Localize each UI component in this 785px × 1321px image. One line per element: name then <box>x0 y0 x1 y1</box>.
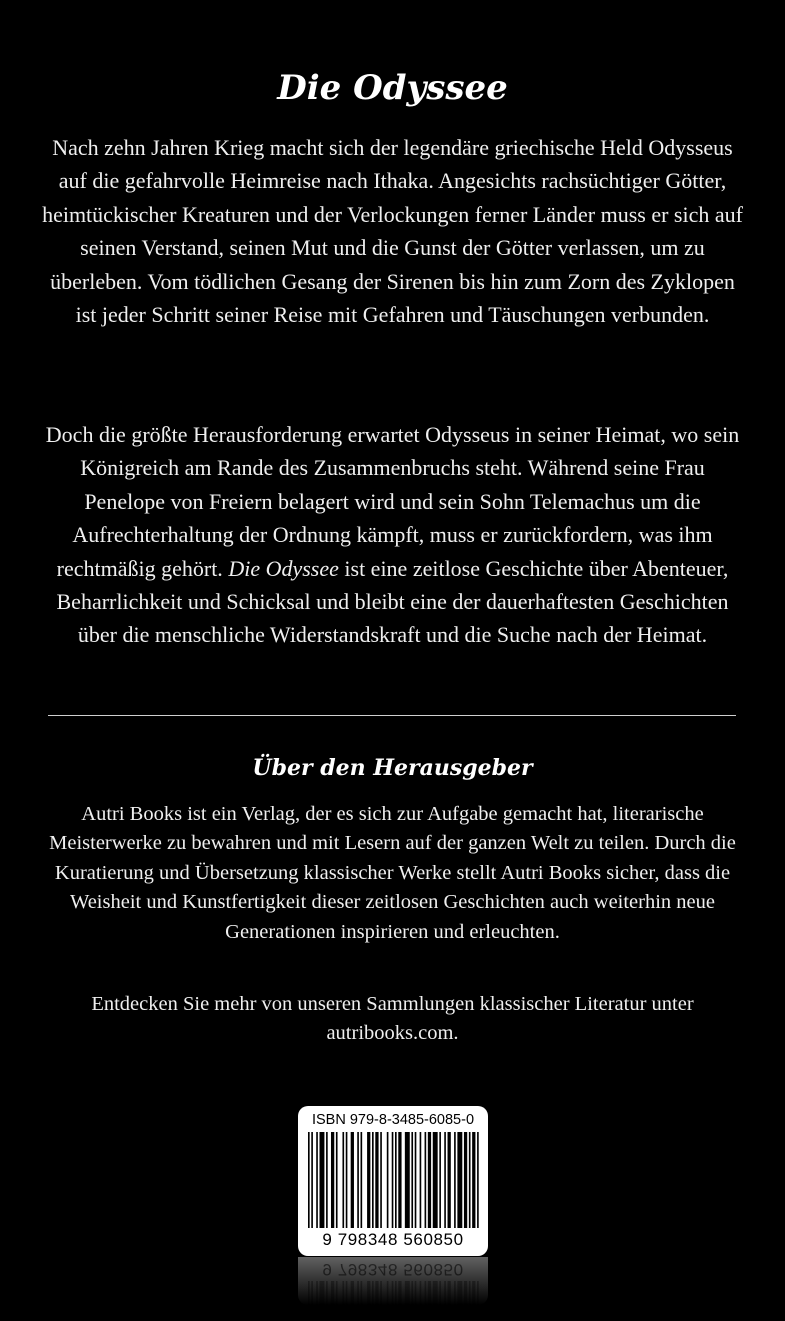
barcode-bar <box>372 1281 374 1305</box>
barcode-bar <box>457 1281 462 1305</box>
barcode-bar <box>326 1281 328 1305</box>
barcode-bar <box>428 1281 431 1305</box>
barcode-bar <box>425 1132 427 1228</box>
barcode-bar <box>425 1281 427 1305</box>
barcode-bar <box>357 1281 359 1305</box>
barcode-bar <box>433 1132 438 1228</box>
barcode-bar <box>405 1132 410 1228</box>
barcode-bar <box>395 1281 397 1305</box>
publisher-paragraph-1: Autri Books ist ein Verlag, der es sich zur Aufgabe gemacht hat, literarische Meisterwerke zu bewahren und mit Lesern auf der ganzen Welt zu teilen. Durch die Kuratierung und Übersetzung klassischer Werke stellt Autri Books sicher, dass die Weisheit und Kunstfertigkeit dieser zeitlosen Geschichten auch weiterhin neue Generationen inspirieren und erleuchten. <box>49 803 736 943</box>
blurb-paragraph-2-start: Doch die größte Herausforderung erwartet Odysseus in seiner Heimat, wo sein Königreich am Rande des Zusammenbruchs steht. Während seine Frau Penelope von Freiern belagert wird und sein Sohn Telemachus um die Aufrechterhaltung der Ordnung kämpft, muss er zurückfordern, was ihm rechtmäßig gehört. <box>45 422 740 581</box>
barcode-bar <box>457 1132 462 1228</box>
barcode-bar <box>454 1132 456 1228</box>
barcode-bar <box>351 1132 354 1228</box>
barcode-bar <box>454 1281 456 1305</box>
barcode-bar <box>316 1281 318 1305</box>
barcode-bar <box>395 1132 397 1228</box>
barcode-bar <box>380 1281 382 1305</box>
barcode-bar <box>342 1281 344 1305</box>
barcode-bar <box>331 1132 334 1228</box>
barcode-bar <box>439 1132 441 1228</box>
barcode-bar <box>375 1281 378 1305</box>
barcode-reflection-bars <box>308 1281 482 1305</box>
barcode-bar <box>367 1281 370 1305</box>
barcode-bar <box>472 1132 475 1228</box>
barcode-bar <box>415 1132 417 1228</box>
section-divider <box>48 715 736 716</box>
barcode-bar <box>351 1281 354 1305</box>
barcode-bar <box>444 1132 446 1228</box>
barcode-digits: 9 798348 560850 <box>322 1230 464 1249</box>
barcode-bar <box>411 1281 413 1305</box>
barcode-bar <box>357 1132 359 1228</box>
barcode-bar <box>361 1281 363 1305</box>
barcode-bar <box>367 1132 370 1228</box>
blurb-paragraph-2 <box>40 418 745 652</box>
barcode-bar <box>336 1132 338 1228</box>
barcode-bar <box>308 1132 310 1228</box>
publisher-paragraph-2: Entdecken Sie mehr von unseren Sammlungen klassischer Literatur unter autribooks.com. <box>91 993 694 1045</box>
barcode-bar <box>319 1281 324 1305</box>
barcode-bar <box>472 1281 475 1305</box>
barcode-bar <box>311 1132 313 1228</box>
barcode-bar <box>415 1281 417 1305</box>
barcode-bar <box>336 1281 338 1305</box>
isbn-label: ISBN 979-8-3485-6085-0 <box>311 1112 475 1128</box>
barcode-bar <box>331 1281 334 1305</box>
barcode-bar <box>420 1132 422 1228</box>
barcode-bar <box>308 1281 310 1305</box>
barcode-bars <box>308 1132 482 1228</box>
barcode-bar <box>428 1132 431 1228</box>
barcode-bar <box>346 1281 348 1305</box>
barcode-bar <box>361 1132 363 1228</box>
barcode-bar <box>387 1132 389 1228</box>
barcode-bar <box>433 1281 438 1305</box>
barcode-bar <box>477 1132 479 1228</box>
barcode-bar <box>448 1281 451 1305</box>
blurb-paragraph-2-end: ist eine zeitlose Geschichte über Abenteuer, Beharrlichkeit und Schicksal und bleibt eine der dauerhaftesten Geschichten über die menschliche Widerstandskraft und die Suche nach der Heimat. <box>56 555 729 648</box>
barcode-bar <box>439 1281 441 1305</box>
book-title: Die Odyssee <box>277 68 508 108</box>
barcode-bar <box>326 1132 328 1228</box>
publisher-heading: Über den Herausgeber <box>252 755 533 781</box>
barcode-bar <box>398 1281 401 1305</box>
barcode-bar <box>477 1281 479 1305</box>
barcode-bar <box>380 1132 382 1228</box>
barcode-bar <box>392 1132 394 1228</box>
barcode-bar <box>392 1281 394 1305</box>
barcode-bar <box>444 1281 446 1305</box>
barcode-bar <box>448 1132 451 1228</box>
barcode-bar <box>464 1132 467 1228</box>
barcode-bar <box>319 1132 324 1228</box>
barcode-bar <box>469 1132 471 1228</box>
barcode-bar <box>405 1281 410 1305</box>
barcode-bar <box>375 1132 378 1228</box>
barcode-bar <box>387 1281 389 1305</box>
isbn-barcode <box>298 1106 488 1256</box>
blurb-book-title: Die Odyssee <box>228 555 339 581</box>
barcode-bar <box>311 1281 313 1305</box>
barcode-reflection <box>298 1257 488 1305</box>
barcode-bar <box>469 1281 471 1305</box>
blurb-paragraph-1: Nach zehn Jahren Krieg macht sich der legendäre griechische Held Odysseus auf die gefahrvolle Heimreise nach Ithaka. Angesichts rachsüchtiger Götter, heimtückischer Kreaturen und der Verlockungen ferner Länder muss er sich auf seinen Verstand, seinen Mut und die Gunst der Götter verlassen, um zu überleben. Vom tödlichen Gesang der Sirenen bis hin zum Zorn des Zyklopen ist jeder Schritt seiner Reise mit Gefahren und Täuschungen verbunden. <box>42 135 743 328</box>
barcode-bar <box>398 1132 401 1228</box>
barcode-bar <box>316 1132 318 1228</box>
barcode-bar <box>411 1132 413 1228</box>
barcode-bar <box>372 1132 374 1228</box>
barcode-bar <box>464 1281 467 1305</box>
barcode-bar <box>346 1132 348 1228</box>
barcode-reflection-digits: 9 798348 560850 <box>322 1260 464 1279</box>
barcode-bar <box>342 1132 344 1228</box>
barcode-bar <box>420 1281 422 1305</box>
